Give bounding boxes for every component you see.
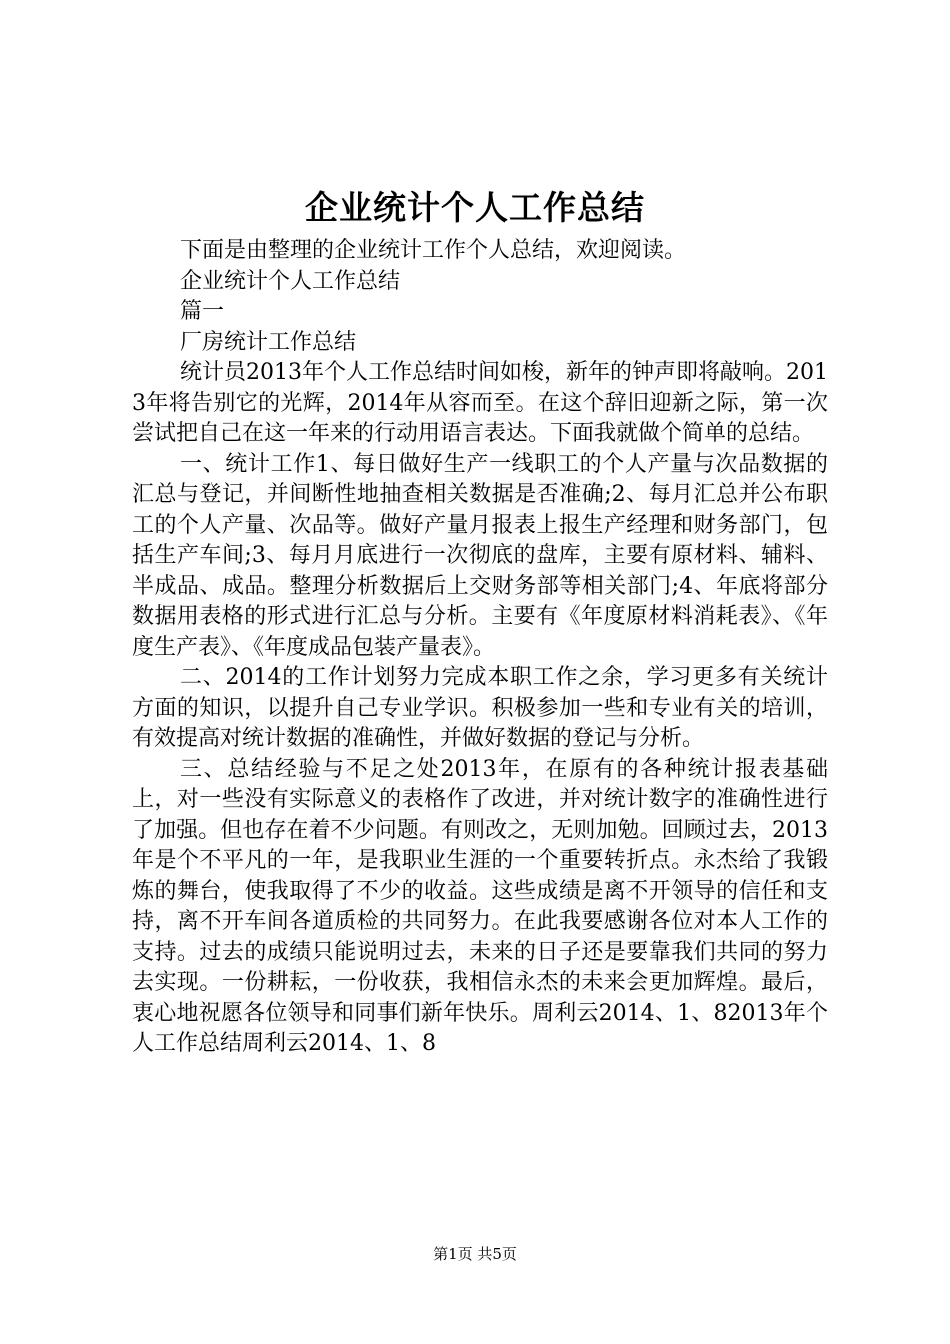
part-label: 篇一: [180, 299, 225, 324]
summary-paragraph: 三、总结经验与不足之处2013年，在原有的各种统计报表基础上，对一些没有实际意义的表格作了改进，并对统计数字的准确性进行了加强。但也存在着不少问题。有则改之，无则加勉。回顾过去，2013年是个不平凡的一年，是我职业生涯的一个重要转折点。永杰给了我锻炼的舞台，使我取得了不少的收益。这些成绩是离不开领导的信任和支持，离不开车间各道质检的共同努力。在此我要感谢各位对本人工作的支持。过去的成绩只能说明过去，未来的日子还是要靠我们共同的努力去实现。一份耕耘，一份收获，我相信永杰的未来会更加辉煌。最后，衷心地祝愿各位领导和同事们新年快乐。周利云2014、1、82013年个人工作总结周利云2014、1、8: [132, 756, 828, 1056]
opening-paragraph: 统计员2013年个人工作总结时间如梭，新年的钟声即将敲响。2013年将告别它的光辉，2014年从容而至。在这个辞旧迎新之际，第一次尝试把自己在这一年来的行动用语言表达。下面我就做个简单的总结。: [132, 360, 828, 446]
section-heading: 企业统计个人工作总结: [180, 268, 401, 294]
intro-paragraph: 下面是由整理的企业统计工作个人总结，欢迎阅读。: [180, 238, 687, 263]
document-title: 企业统计个人工作总结: [305, 188, 645, 227]
document-body: [132, 236, 828, 1060]
subsection-heading: 厂房统计工作总结: [180, 329, 357, 355]
statistics-work-paragraph: 一、统计工作1、每日做好生产一线职工的个人产量与次品数据的汇总与登记，并间断性地抽查相关数据是否准确;2、每月汇总并公布职工的个人产量、次品等。做好产量月报表上报生产经理和财务部门，包括生产车间;3、每月月底进行一次彻底的盘库，主要有原材料、辅料、半成品、成品。整理分析数据后上交财务部等相关部门;4、年底将部分数据用表格的形式进行汇总与分析。主要有《年度原材料消耗表》、《年度生产表》、《年度成品包装产量表》。: [132, 451, 828, 660]
work-plan-paragraph: 二、2014的工作计划努力完成本职工作之余，学习更多有关统计方面的知识，以提升自己专业学识。积极参加一些和专业有关的培训，有效提高对统计数据的准确性，并做好数据的登记与分析。: [132, 665, 828, 751]
page-number-footer: 第1页 共5页: [433, 1245, 517, 1263]
